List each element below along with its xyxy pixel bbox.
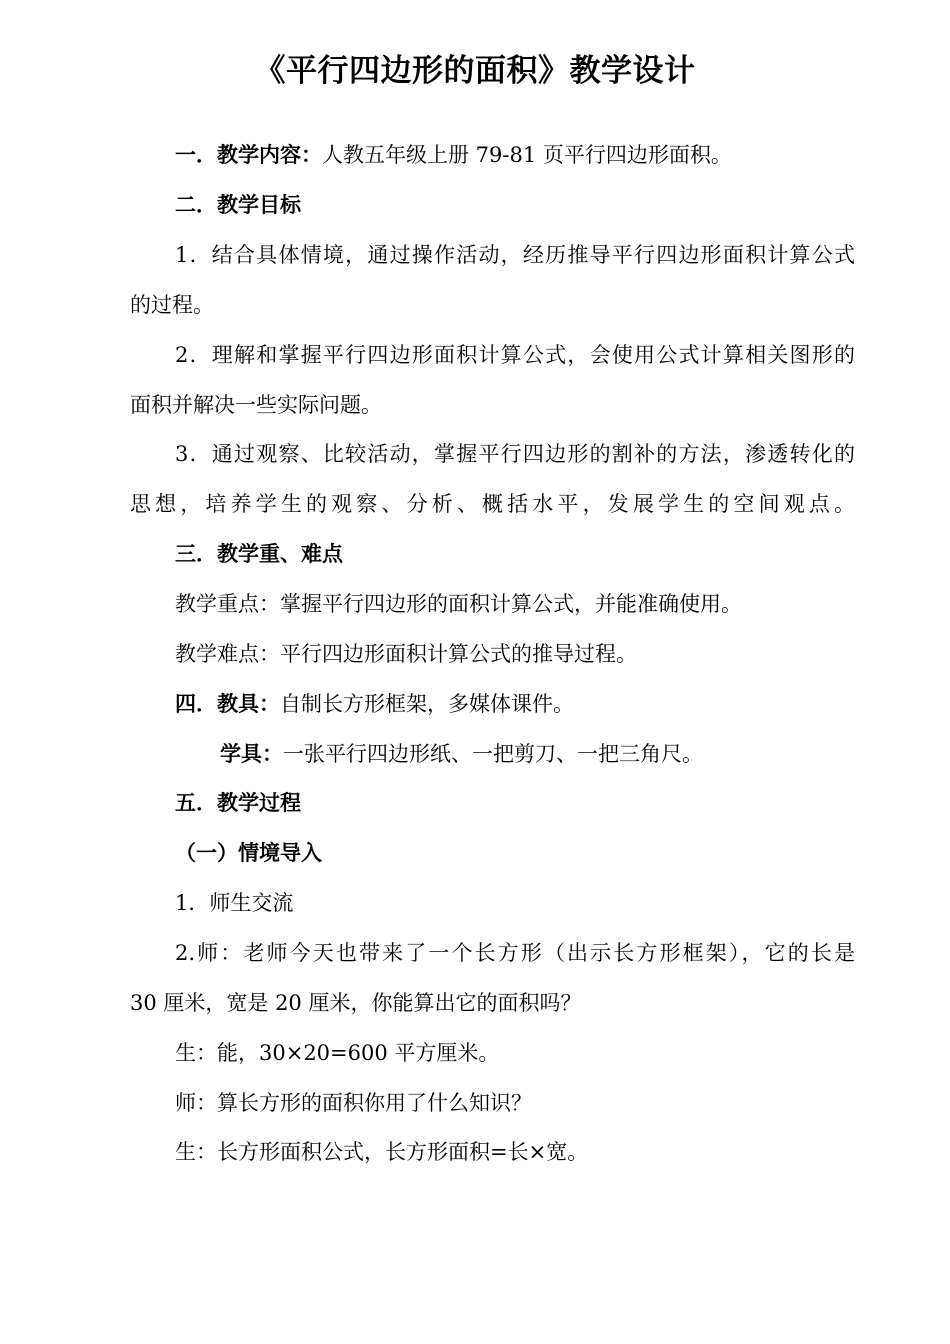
key-point-text: 教学重点：掌握平行四边形的面积计算公式，并能准确使用。 — [175, 592, 742, 616]
learning-aids — [220, 739, 703, 769]
section-heading: 一．教学内容： — [175, 143, 322, 167]
goal-2-line-1: 2．理解和掌握平行四边形面积计算公式，会使用公式计算相关图形的 — [175, 343, 855, 367]
process-paragraph-2-line-1: 2.师：老师今天也带来了一个长方形（出示长方形框架），它的长是 — [175, 941, 855, 965]
goal-2-line-2: 面积并解决一些实际问题。 — [130, 393, 382, 417]
learning-aids-text: 一张平行四边形纸、一把剪刀、一把三角尺。 — [283, 742, 703, 766]
process-paragraph-4: 师：算长方形的面积你用了什么知识？ — [175, 1091, 532, 1115]
document-title: 《平行四边形的面积》教学设计 — [254, 53, 696, 89]
process-paragraph-3: 生：能，30×20=600 平方厘米。 — [175, 1041, 500, 1065]
difficulty-text: 教学难点：平行四边形面积计算公式的推导过程。 — [175, 642, 637, 666]
goal-1-line-2: 的过程。 — [130, 293, 214, 317]
process-paragraph-5: 生：长方形面积公式，长方形面积=长×宽。 — [175, 1140, 589, 1164]
section-heading-process: 五．教学过程 — [175, 791, 301, 815]
section-heading-goals: 二．教学目标 — [175, 193, 301, 217]
goal-3-line-1: 3．通过观察、比较活动，掌握平行四边形的割补的方法，渗透转化的 — [175, 442, 855, 466]
process-paragraph-2-line-2: 30 厘米，宽是 20 厘米，你能算出它的面积吗？ — [130, 991, 582, 1015]
section-heading-key-points: 三．教学重、难点 — [175, 542, 343, 566]
process-paragraph-1: 1．师生交流 — [175, 891, 294, 915]
section-text: 自制长方形框架，多媒体课件。 — [280, 692, 574, 716]
goal-3-line-2: 思想，培养学生的观察、分析、概括水平，发展学生的空间观点。 — [130, 492, 855, 516]
subsection-heading-intro: （一）情境导入 — [175, 841, 322, 865]
section-teaching-content — [175, 140, 732, 170]
section-teaching-aids — [175, 689, 574, 719]
learning-aids-label: 学具： — [220, 742, 283, 766]
goal-1-line-1: 1．结合具体情境，通过操作活动，经历推导平行四边形面积计算公式 — [175, 243, 855, 267]
section-heading: 四．教具： — [175, 692, 280, 716]
section-text: 人教五年级上册 79-81 页平行四边形面积。 — [322, 143, 732, 167]
